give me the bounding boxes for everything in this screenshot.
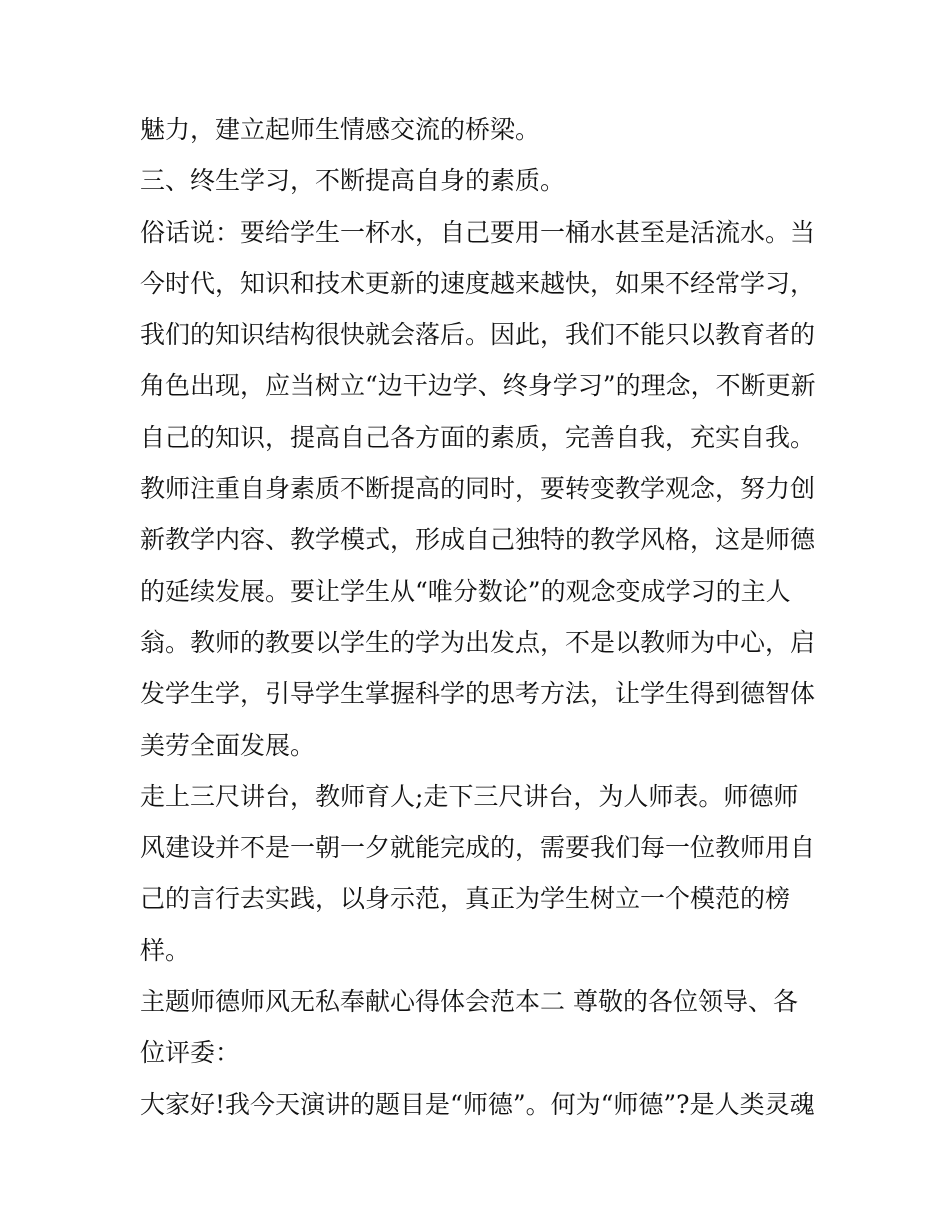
text-line: 翁。教师的教要以学生的学为出发点，不是以教师为中心，启 [140, 627, 816, 657]
text-line: 样。 [140, 935, 191, 965]
text-line: 己的言行去实践，以身示范，真正为学生树立一个模范的榜 [140, 884, 791, 914]
text-line: 主题师德师风无私奉献心得体会范本二 尊敬的各位领导、各 [140, 987, 798, 1017]
text-line: 大家好!我今天演讲的题目是“师德”。何为“师德”?是人类灵魂 [140, 1089, 815, 1119]
text-line: 魅力，建立起师生情感交流的桥梁。 [140, 115, 541, 144]
text-line: 教师注重自身素质不断提高的同时，要转变教学观念，努力创 [140, 474, 816, 504]
text-line: 自己的知识，提高自己各方面的素质，完善自我，充实自我。 [140, 422, 816, 452]
text-line: 发学生学，引导学生掌握科学的思考方法，让学生得到德智体 [140, 679, 816, 709]
text-line: 美劳全面发展。 [140, 730, 316, 760]
text-line: 走上三尺讲台，教师育人;走下三尺讲台，为人师表。师德师 [140, 781, 799, 811]
text-line: 位评委： [140, 1038, 241, 1068]
document-body [140, 104, 820, 1130]
text-line: 的延续发展。要让学生从“唯分数论”的观念变成学习的主人 [140, 576, 791, 606]
text-line: 风建设并不是一朝一夕就能完成的，需要我们每一位教师用自 [140, 833, 816, 863]
text-line: 俗话说：要给学生一杯水，自己要用一桶水甚至是活流水。当 [140, 217, 816, 247]
section-heading: 三、终生学习，不断提高自身的素质。 [140, 166, 566, 196]
text-line: 我们的知识结构很快就会落后。因此，我们不能只以教育者的 [140, 320, 816, 350]
text-line: 新教学内容、教学模式，形成自己独特的教学风格，这是师德 [140, 525, 816, 555]
text-line: 角色出现，应当树立“边干边学、终身学习”的理念，不断更新 [140, 371, 816, 401]
text-line: 今时代，知识和技术更新的速度越来越快，如果不经常学习， [140, 268, 816, 298]
